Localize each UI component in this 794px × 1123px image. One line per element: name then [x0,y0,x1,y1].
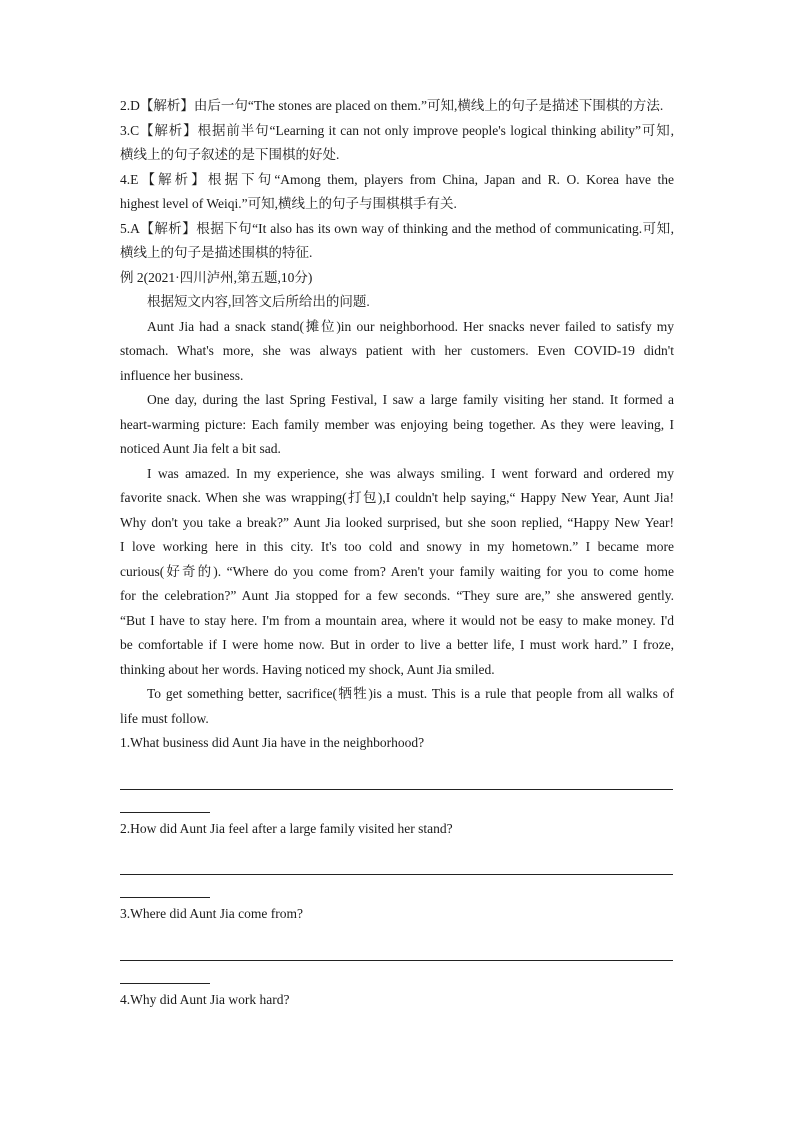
passage-line: life must follow. [120,710,209,726]
analysis-text: 2.D【解析】由后一句“The stones are placed on them.”可知,横线上的句子是描述下围棋的方法. [120,98,664,113]
passage-line: heart-warming picture: Each family member was enjoying being together. As they were leaving, I [120,416,674,432]
example-instruction: 根据短文内容,回答文后所给出的问题. [147,294,370,309]
answer-line-end[interactable] [120,875,210,898]
analysis-text: 5.A【解析】根据下句“It also has its own way of thinking and the method of communicating.可知, [120,220,674,236]
passage-paragraph [120,682,674,731]
question-4 [120,988,674,1013]
analysis-item-3 [120,119,674,168]
passage-line: One day, during the last Spring Festival, I saw a large family visiting her stand. It formed a [147,392,674,407]
answer-line[interactable] [120,927,673,961]
question-text: 1.What business did Aunt Jia have in the neighborhood? [120,735,425,750]
analysis-item-5 [120,217,674,266]
question-1 [120,731,674,813]
analysis-text: highest level of Weiqi.”可知,横线上的句子与围棋棋手有关. [120,196,457,211]
passage-line: influence her business. [120,367,244,383]
passage-line: I was amazed. In my experience, she was always smiling. I went forward and ordered my [147,465,674,481]
passage-line: thinking about her words. Having noticed my shock, Aunt Jia smiled. [120,661,495,677]
analysis-text: 4.E【解析】根据下句“Among them, players from China, Japan and R. O. Korea have the [120,171,674,187]
answer-line-end[interactable] [120,790,210,813]
passage-line: for the celebration?” Aunt Jia stopped for a few seconds. “They sure are,” she answered gently. [120,588,674,603]
passage-line: Aunt Jia had a snack stand(摊位)in our neighborhood. Her snacks never failed to satisfy my [147,318,674,334]
question-text: 2.How did Aunt Jia feel after a large family visited her stand? [120,820,453,836]
passage-line: Why don't you take a break?” Aunt Jia looked surprised, but she soon replied, “Happy New Year! [120,514,674,530]
passage-line: favorite snack. When she was wrapping(打包),I couldn't help saying,“ Happy New Year, Aunt Jia! [120,490,674,505]
question-3 [120,902,674,984]
passage-line: curious(好奇的). “Where do you come from? Aren't your family waiting for you to come home [120,563,674,579]
analysis-text: 横线上的句子叙述的是下围棋的好处. [120,147,340,162]
analysis-item-4 [120,168,674,217]
passage-line: To get something better, sacrifice(牺牲)is a must. This is a rule that people from all walks of [147,686,674,701]
question-2 [120,817,674,899]
answer-line[interactable] [120,841,673,875]
example-heading: 例 2(2021·四川泸州,第五题,10分) [120,269,313,285]
passage-paragraph [120,462,674,683]
answer-line-end[interactable] [120,961,210,984]
passage-paragraph [120,315,674,389]
passage-line: “But I have to stay here. I'm from a mountain area, where it would not be easy to make money. I'd [120,612,674,628]
question-text: 4.Why did Aunt Jia work hard? [120,991,290,1007]
question-text: 3.Where did Aunt Jia come from? [120,906,303,921]
analysis-text: 3.C【解析】根据前半句“Learning it can not only improve people's logical thinking ability”可知, [120,122,674,138]
passage-line: I love working here in this city. It's too cold and snowy in my hometown.” I became more [120,539,674,554]
passage-line: be comfortable if I were home now. But in order to live a better life, I must work hard.” I froze, [120,637,674,652]
answer-line[interactable] [120,756,673,790]
analysis-item-2 [120,94,674,119]
analysis-text: 横线上的句子是描述围棋的特征. [120,245,313,260]
passage-paragraph [120,388,674,462]
passage-line: stomach. What's more, she was always patient with her customers. Even COVID-19 didn't [120,343,674,358]
passage-line: noticed Aunt Jia felt a bit sad. [120,441,281,456]
